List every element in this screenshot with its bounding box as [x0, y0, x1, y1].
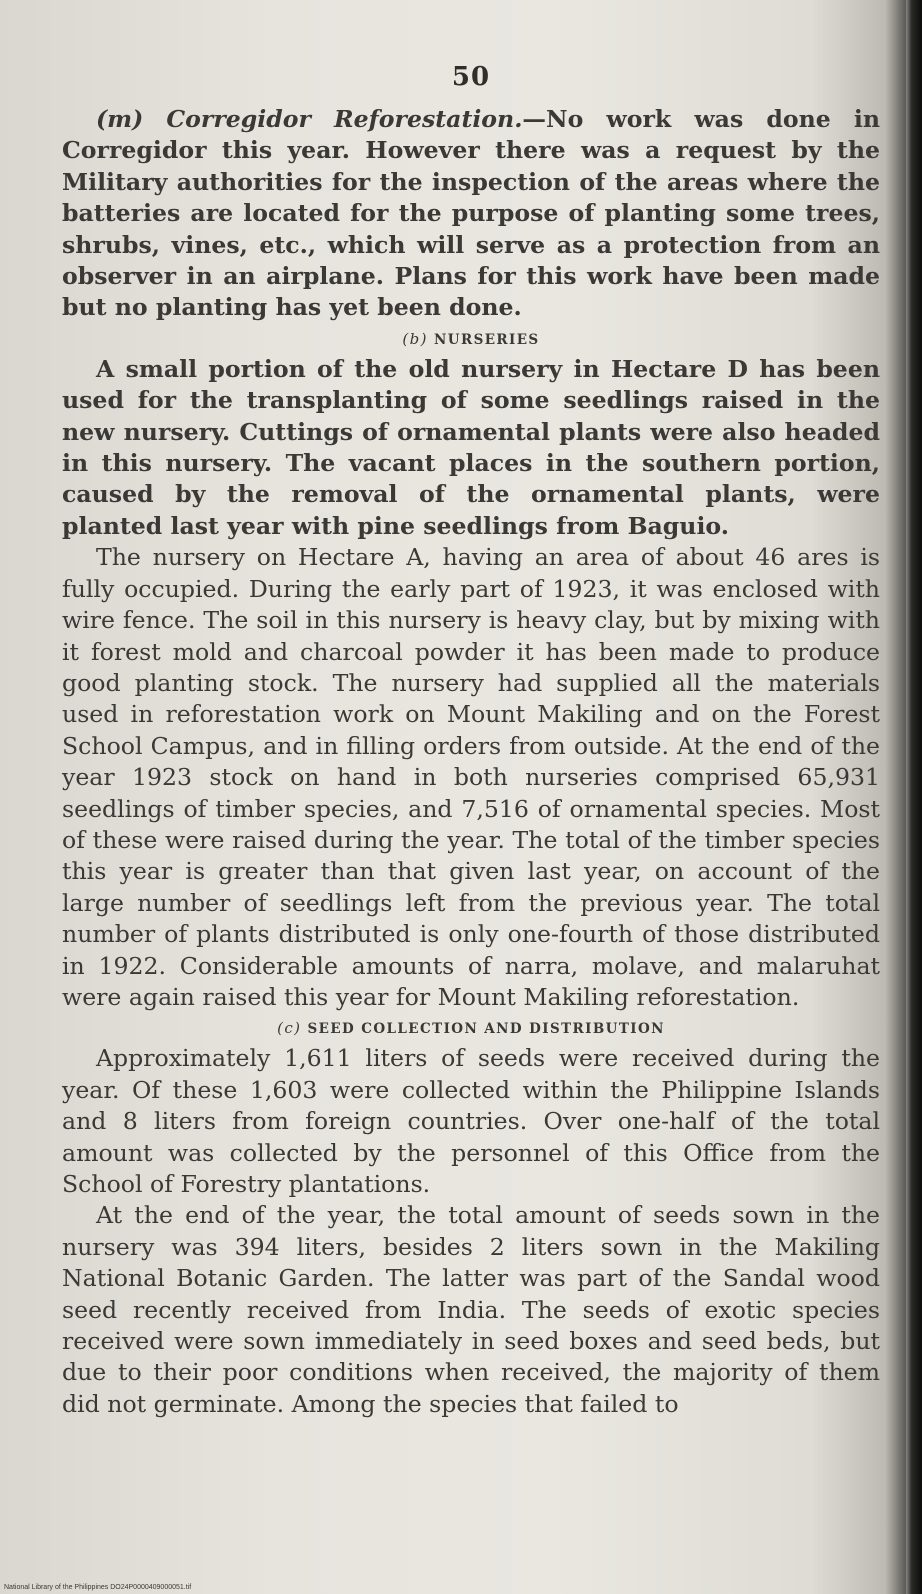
paragraph-text-corregidor: —No work was done in Corregidor this year. However there was a request by the Military authorities for the inspection of the areas where the batteries are located for the purpose of planting some trees, shrubs, vines, etc., which will serve as a protection from an observer in an airplane. Plans for this work have been made but no planting has yet been done.: [62, 105, 880, 322]
section-letter-b: (b): [402, 329, 428, 348]
paragraph-seed-1: Approximately 1,611 liters of seeds were received during the year. Of these 1,603 were collected within the Philippine Islands and 8 liters from foreign countries. Over one-half of the total amount was collected by the personnel of this Office from the School of Forestry plantations.: [62, 1044, 880, 1198]
scan-footer-caption: National Library of the Philippines DO24P0000409000051.tif: [4, 1584, 192, 1591]
document-page: [62, 62, 880, 1420]
section-heading-nurseries: [62, 330, 880, 348]
page-number: 50: [451, 62, 491, 92]
paragraph-seed-2: At the end of the year, the total amount of seeds sown in the nursery was 394 liters, besides 2 liters sown in the Makiling National Botanic Garden. The latter was part of the Sandal wood seed recently received from India. The seeds of exotic species received were sown immediately in seed boxes and seed beds, but due to their poor conditions when received, the majority of them did not germinate. Among the species that failed to: [62, 1201, 880, 1418]
book-spine-shadow: [906, 0, 922, 1594]
section-letter-c: (c): [277, 1019, 302, 1038]
paragraph-lead-corregidor: (m) Corregidor Reforestation.: [96, 105, 523, 133]
paragraph-nurseries-2: The nursery on Hectare A, having an area of about 46 ares is fully occupied. During the early part of 1923, it was enclosed with wire fence. The soil in this nursery is heavy clay, but by mixing with it forest mold and charcoal powder it has been made to produce good planting stock. The nursery had supplied all the materials used in reforestation work on Mount Makiling and on the Forest School Campus, and in filling orders from outside. At the end of the year 1923 stock on hand in both nurseries comprised 65,931 seedlings of timber species, and 7,516 of ornamental species. Most of these were raised during the year. The total of the timber species this year is greater than that given last year, on account of the large number of seedlings left from the previous year. The total number of plants distributed is only one-fourth of those distributed in 1922. Considerable amounts of narra, molave, and malaruhat were again raised this year for Mount Makiling reforestation.: [62, 543, 880, 1011]
paragraph-nurseries-1: A small portion of the old nursery in Hectare D has been used for the transplanting of some seedlings raised in the new nursery. Cuttings of ornamental plants were also headed in this nursery. The vacant places in the southern portion, caused by the removal of the ornamental plants, were planted last year with pine seedlings from Baguio.: [62, 354, 880, 540]
section-heading-seed-collection: [62, 1019, 880, 1037]
paragraph-corregidor-reforestation: [62, 104, 880, 324]
section-title-nurseries: NURSERIES: [434, 331, 540, 348]
section-title-seed-collection: SEED COLLECTION AND DISTRIBUTION: [307, 1021, 665, 1038]
